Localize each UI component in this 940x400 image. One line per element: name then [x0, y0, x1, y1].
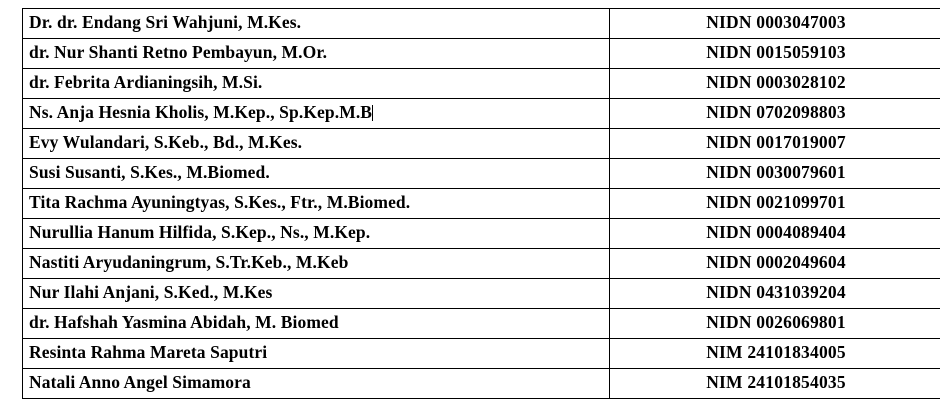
table-row[interactable]	[23, 219, 940, 249]
row-name[interactable]: Susi Susanti, S.Kes., M.Biomed.	[23, 159, 610, 189]
row-id[interactable]: NIDN 0004089404	[610, 219, 940, 249]
roster-table-body	[23, 9, 940, 399]
table-row[interactable]	[23, 69, 940, 99]
row-name[interactable]: Evy Wulandari, S.Keb., Bd., M.Kes.	[23, 129, 610, 159]
row-id[interactable]: NIDN 0002049604	[610, 249, 940, 279]
table-row[interactable]	[23, 99, 940, 129]
row-id[interactable]: NIDN 0003028102	[610, 69, 940, 99]
text-cursor	[372, 105, 373, 121]
row-name[interactable]: dr. Hafshah Yasmina Abidah, M. Biomed	[23, 309, 610, 339]
table-row[interactable]	[23, 309, 940, 339]
table-row[interactable]	[23, 279, 940, 309]
table-row[interactable]	[23, 339, 940, 369]
row-id[interactable]: NIDN 0026069801	[610, 309, 940, 339]
row-name[interactable]: Natali Anno Angel Simamora	[23, 369, 610, 399]
row-name-text: Ns. Anja Hesnia Kholis, M.Kep., Sp.Kep.M.B	[29, 102, 373, 123]
row-name-active[interactable]	[23, 99, 610, 129]
row-id[interactable]: NIDN 0021099701	[610, 189, 940, 219]
row-name[interactable]: dr. Febrita Ardianingsih, M.Si.	[23, 69, 610, 99]
table-row[interactable]	[23, 39, 940, 69]
row-id[interactable]: NIDN 0702098803	[610, 99, 940, 129]
table-row[interactable]	[23, 249, 940, 279]
row-id[interactable]: NIM 24101854035	[610, 369, 940, 399]
row-id[interactable]: NIDN 0017019007	[610, 129, 940, 159]
row-id[interactable]: NIDN 0015059103	[610, 39, 940, 69]
row-id[interactable]: NIDN 0030079601	[610, 159, 940, 189]
row-id[interactable]: NIDN 0431039204	[610, 279, 940, 309]
row-name[interactable]: Nur Ilahi Anjani, S.Ked., M.Kes	[23, 279, 610, 309]
table-row[interactable]	[23, 159, 940, 189]
roster-table	[22, 8, 940, 399]
table-row[interactable]	[23, 9, 940, 39]
table-row[interactable]	[23, 129, 940, 159]
row-name[interactable]: dr. Nur Shanti Retno Pembayun, M.Or.	[23, 39, 610, 69]
table-row[interactable]	[23, 189, 940, 219]
row-name[interactable]: Tita Rachma Ayuningtyas, S.Kes., Ftr., M.Biomed.	[23, 189, 610, 219]
row-id[interactable]: NIM 24101834005	[610, 339, 940, 369]
document-body	[22, 8, 918, 399]
row-name[interactable]: Dr. dr. Endang Sri Wahjuni, M.Kes.	[23, 9, 610, 39]
row-name[interactable]: Nastiti Aryudaningrum, S.Tr.Keb., M.Keb	[23, 249, 610, 279]
table-row[interactable]	[23, 369, 940, 399]
row-name[interactable]: Nurullia Hanum Hilfida, S.Kep., Ns., M.Kep.	[23, 219, 610, 249]
row-id[interactable]: NIDN 0003047003	[610, 9, 940, 39]
row-name[interactable]: Resinta Rahma Mareta Saputri	[23, 339, 610, 369]
